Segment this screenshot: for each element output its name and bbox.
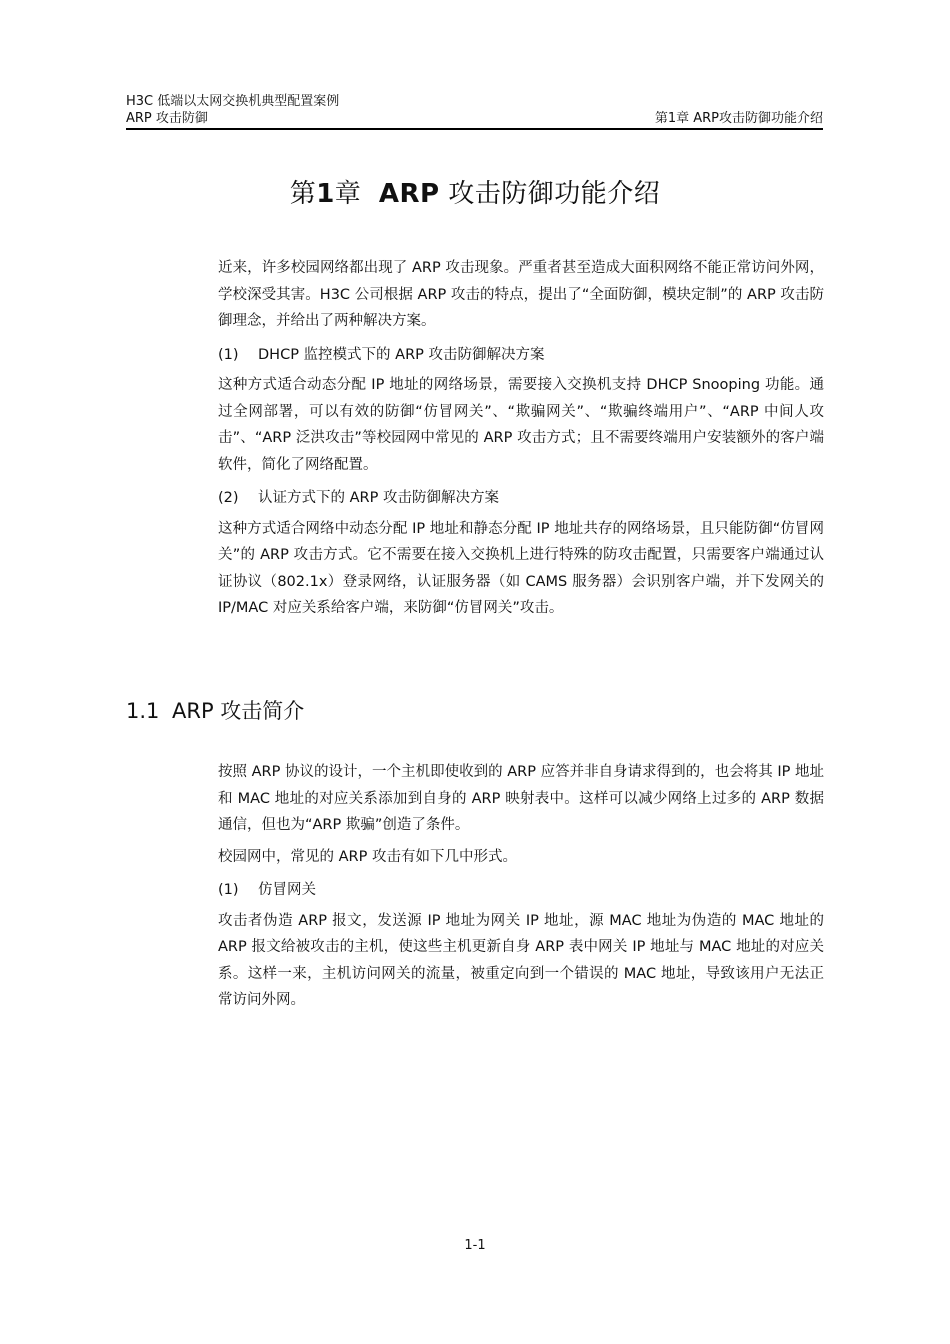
item-text: 这种方式适合网络中动态分配 IP 地址和静态分配 IP 地址共存的网络场景，且只能防御“仿冒网关”的 ARP 攻击方式。它不需要在接入交换机上进行特殊的防攻击配置，只需要客户端通过认证协议（802.1x）登录网络，认证服务器（如 CAMS 服务器）会识别客户端，并下发网关的 IP/MAC 对应关系给客户端，来防御“仿冒网关”攻击。 (218, 520, 824, 616)
item-text: 攻击者伪造 ARP 报文，发送源 IP 地址为网关 IP 地址，源 MAC 地址为伪造的 MAC 地址的 ARP 报文给被攻击的主机，使这些主机更新自身 ARP 表中网关 IP 地址与 MAC 地址的对应关系。这样一来，主机访问网关的流量，被重定向到一个错误的 MAC 地址，导致该用户无法正常访问外网。 (218, 912, 824, 1008)
page-header (126, 93, 823, 127)
section-block (218, 759, 824, 1014)
header-rule (126, 128, 823, 130)
chapter-number: 1 (316, 179, 335, 209)
chapter-suffix: 章 (334, 179, 362, 209)
item-heading: (1) DHCP 监控模式下的 ARP 攻击防御解决方案 (218, 346, 545, 363)
chapter-title-en: ARP (378, 179, 440, 209)
intro-paragraph: 近来，许多校园网络都出现了 ARP 攻击现象。严重者甚至造成大面积网络不能正常访问外网，学校深受其害。H3C 公司根据 ARP 攻击的特点，提出了“全面防御，模块定制”的 ARP 攻击防御理念，并给出了两种解决方案。 (218, 260, 824, 329)
section-paragraph: 按照 ARP 协议的设计，一个主机即使收到的 ARP 应答并非自身请求得到的，也会将其 IP 地址和 MAC 地址的对应关系添加到自身的 ARP 映射表中。这样可以减少网络上过多的 ARP 数据通信，但也为“ARP 欺骗”创造了条件。 (218, 764, 824, 833)
section-paragraph: 校园网中，常见的 ARP 攻击有如下几中形式。 (218, 848, 517, 865)
section-title (126, 694, 304, 728)
item-text: 这种方式适合动态分配 IP 地址的网络场景，需要接入交换机支持 DHCP Snooping 功能。通过全网部署，可以有效的防御“仿冒网关”、“欺骗网关”、“欺骗终端用户”、“ARP 中间人攻击”、“ARP 泛洪攻击”等校园网中常见的 ARP 攻击方式；且不需要终端用户安装额外的客户端软件，简化了网络配置。 (218, 377, 824, 473)
header-book-title: H3C 低端以太网交换机典型配置案例 (126, 94, 340, 109)
chapter-prefix: 第 (289, 179, 317, 209)
header-section-label: ARP 攻击防御 (126, 111, 208, 126)
page-number: 1-1 (464, 1238, 486, 1253)
item-heading: (2) 认证方式下的 ARP 攻击防御解决方案 (218, 490, 499, 506)
item-heading: (1) 仿冒网关 (218, 882, 316, 898)
section-number: 1.1 (126, 699, 160, 723)
chapter-title (0, 174, 950, 214)
section-title-text: ARP 攻击简介 (172, 699, 305, 723)
intro-block (218, 255, 824, 622)
header-chapter-label: 第1章 ARP攻击防御功能介绍 (654, 111, 823, 126)
chapter-title-cn: 攻击防御功能介绍 (439, 179, 661, 209)
